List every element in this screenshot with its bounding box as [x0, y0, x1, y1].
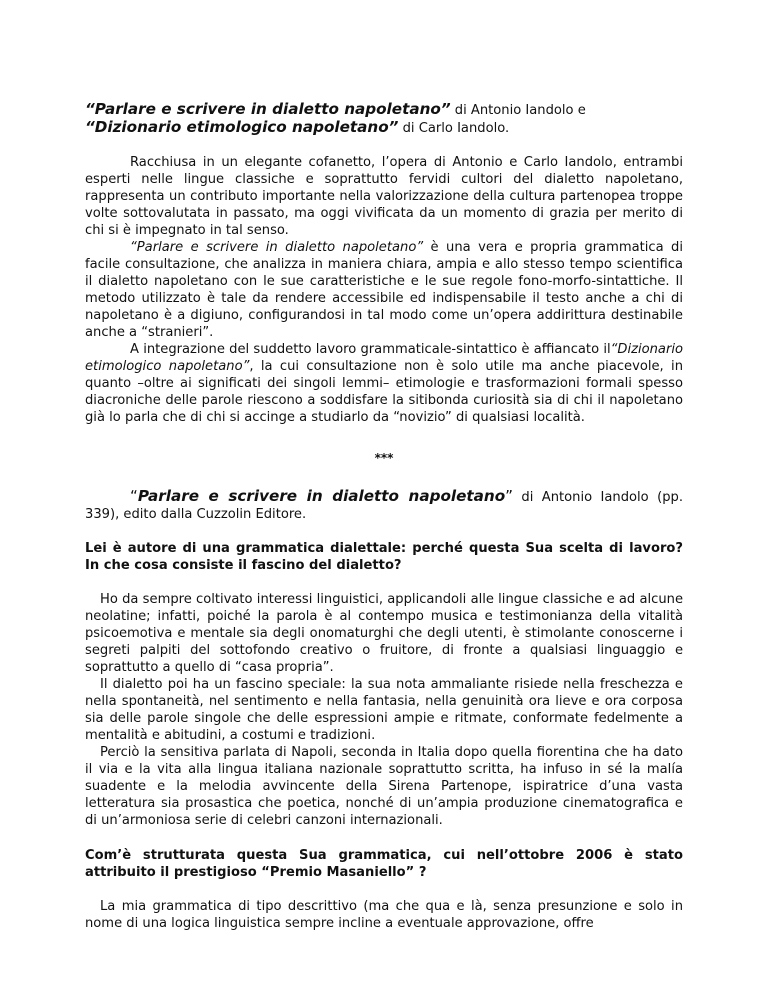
intro-p3-text: , la cui consultazione non è solo utile ma anche piacevole, in quanto –oltre ai significati dei singoli lemmi– etimologie e trasformazioni formali spesso diacroniche delle parole riescono a soddisfare la sitibonda curiosità sia di chi il napoletano già lo parla che di chi si accinge a studiarlo da “novizio” di qualsiasi località.	[85, 359, 683, 425]
intro-section	[85, 154, 683, 426]
intro-p3-title: “Dizionario etimologico napoletano”	[85, 342, 683, 374]
heading-title-dictionary: “Dizionario etimologico napoletano”	[85, 118, 399, 136]
intro-p2-text: è una vera e propria grammatica di facile consultazione, che analizza in maniera chiara, ampia e allo stesso tempo scientifica il dialetto napoletano con le sue caratteristiche e le sue regole fono-morfo-sintattiche. Il metodo utilizzato è tale da rendere accessibile ed indispensabile il testo anche a chi di napoletano è a digiuno, configurandosi in tal modo come un’opera addirittura destinabile anche a “stranieri”.	[85, 240, 683, 340]
intro-paragraph-1: Racchiusa in un elegante cofanetto, l’opera di Antonio e Carlo Iandolo, entrambi esperti nelle lingue classiche e soprattutto fervidi cultori del dialetto napoletano, rappresenta un contributo importante nella valorizzazione della cultura partenopea troppe volte sottovalutata in passato, ma oggi vivificata da un momento di grazia per merito di chi si è impegnato in tal senso.	[85, 155, 683, 238]
intro-p3-lead: A integrazione del suddetto lavoro grammaticale-sintattico è affiancato il	[130, 342, 611, 357]
interview-answer-2	[85, 898, 683, 932]
intro-paragraph-2	[85, 239, 683, 341]
book-open-quote: “	[130, 487, 138, 505]
article-body	[85, 101, 683, 932]
answer-paragraph-4: La mia grammatica di tipo descrittivo (ma che qua e là, senza presunzione e solo in nome di una logica linguistica sempre incline a eventuale approvazione, offre	[85, 899, 683, 931]
answer-paragraph-1: Ho da sempre coltivato interessi linguistici, applicandoli alle lingue classiche e ad alcune neolatine; infatti, poiché la parola è al contempo musica e testimonianza della vitalità psicoemotiva e mentale sia degli onomaturghi che degli utenti, è stimolante conoscerne i segreti palpiti del sottofondo creativo o fruitore, di fronte a qualsiasi linguaggio e soprattutto a quello di “casa propria”.	[85, 592, 683, 675]
book-close-quote: ”	[505, 487, 514, 505]
interview-answer-1	[85, 591, 683, 829]
book-reference	[85, 488, 683, 523]
intro-paragraph-3	[85, 341, 683, 426]
intro-p2-title: “Parlare e scrivere in dialetto napoletano”	[130, 240, 424, 255]
section-separator: ***	[374, 451, 394, 465]
heading-author-antonio: di Antonio Iandolo e	[450, 103, 586, 118]
book-info: di Antonio Iandolo (pp. 339), edito dalla Cuzzolin Editore.	[85, 490, 683, 522]
interview-question-1: Lei è autore di una grammatica dialettale: perché questa Sua scelta di lavoro? In che cosa consiste il fascino del dialetto?	[85, 541, 683, 573]
interview-question-2: Com’è strutturata questa Sua grammatica, cui nell’ottobre 2006 è stato attribuito il prestigioso “Premio Masaniello” ?	[85, 848, 683, 880]
book-title: Parlare e scrivere in dialetto napoletano	[137, 487, 506, 505]
heading-author-carlo: di Carlo Iandolo.	[398, 121, 510, 136]
answer-paragraph-3: Perciò la sensitiva parlata di Napoli, seconda in Italia dopo quella fiorentina che ha dato il via e la vita alla lingua italiana nazionale soprattutto scritta, ha infuso in sé la malía suadente e la melodia avvincente della Sirena Partenope, ispiratrice d’una vasta letteratura sia prosastica che poetica, nonché di un’ampia produzione cinematografica e di un’armoniosa serie di celebri canzoni internazionali.	[85, 745, 683, 828]
heading-title-grammar: “Parlare e scrivere in dialetto napoletano”	[85, 100, 451, 118]
answer-paragraph-2: Il dialetto poi ha un fascino speciale: la sua nota ammaliante risiede nella freschezza e nella spontaneità, nel sentimento e nella fantasia, nella genuinità ora lieve e ora corposa sia delle parole singole che delle espressioni ampie e ritmate, conformate fedelmente a mentalità e abitudini, a costumi e tradizioni.	[85, 677, 683, 743]
article-heading	[85, 101, 683, 137]
